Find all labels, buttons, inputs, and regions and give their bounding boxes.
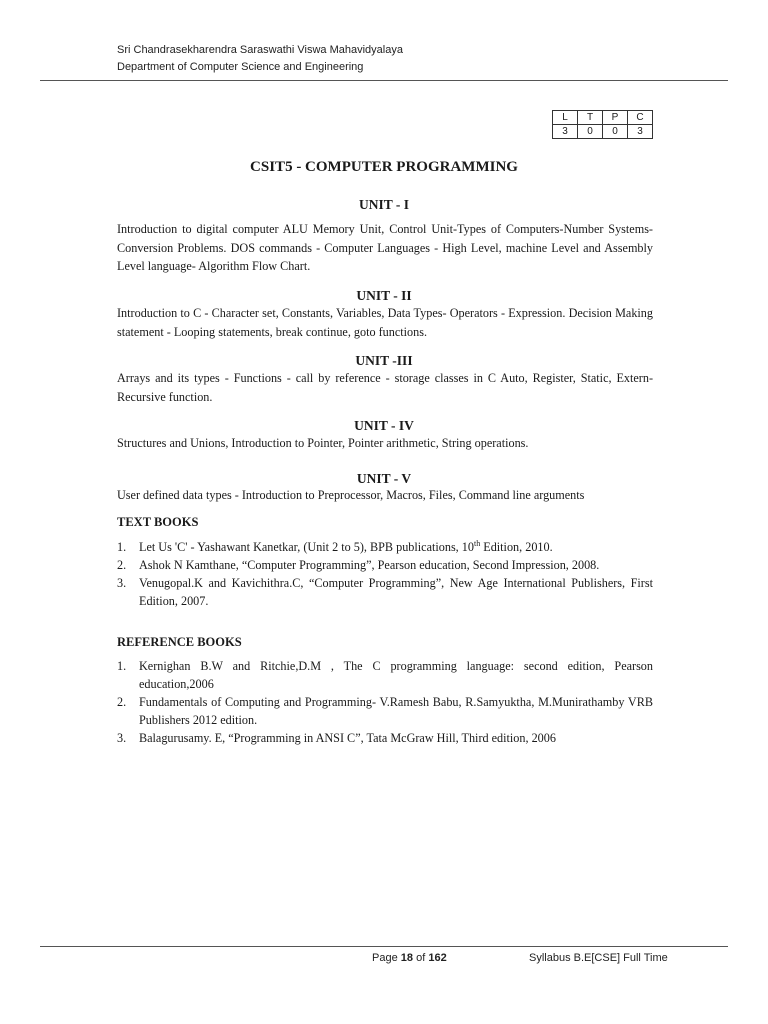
text-books-list [117, 538, 653, 610]
list-item-text: Fundamentals of Computing and Programming- V.Ramesh Babu, R.Samyuktha, M.Munirathamby VRB Publishers 2012 edition. [139, 695, 653, 727]
ltpc-value-l: 3 [553, 125, 578, 139]
unit-3-heading: UNIT -III [355, 353, 413, 368]
list-item-text: Balagurusamy. E, “Programming in ANSI C”, Tata McGraw Hill, Third edition, 2006 [139, 731, 556, 745]
reference-books-list [117, 657, 653, 747]
institution-name: Sri Chandrasekharendra Saraswathi Viswa Mahavidyalaya [117, 44, 403, 56]
list-item-number: 2. [117, 695, 127, 709]
ltpc-header-p: P [603, 111, 628, 125]
ltpc-value-row [553, 125, 653, 139]
ltpc-table [552, 110, 653, 139]
list-item [117, 574, 653, 610]
ltpc-header-row [553, 111, 653, 125]
list-item-number: 3. [117, 731, 127, 745]
reference-books-heading: REFERENCE BOOKS [117, 635, 242, 649]
ltpc-header-l: L [553, 111, 578, 125]
unit-2-heading: UNIT - II [356, 288, 412, 303]
page-number [372, 952, 447, 964]
footer-divider [40, 946, 728, 947]
syllabus-label: Syllabus B.E[CSE] Full Time [529, 952, 668, 964]
unit-1-heading: UNIT - I [358, 197, 409, 212]
list-item-number: 1. [117, 540, 127, 554]
course-title: CSIT5 - COMPUTER PROGRAMMING [250, 159, 518, 175]
list-item-text: Kernighan B.W and Ritchie,D.M , The C programming language: second edition, Pearson education,2006 [139, 659, 653, 691]
ltpc-value-t: 0 [578, 125, 603, 139]
ltpc-header-t: T [578, 111, 603, 125]
list-item-text: Venugopal.K and Kavichithra.C, “Computer Programming”, New Age International Publishers, First Edition, 2007. [139, 576, 653, 608]
current-page: 18 [400, 952, 414, 964]
list-item [117, 729, 653, 747]
page-header [117, 42, 403, 76]
unit-4-content: Structures and Unions, Introduction to Pointer, Pointer arithmetic, String operations. [117, 436, 529, 450]
ltpc-value-c: 3 [628, 125, 653, 139]
unit-4-heading: UNIT - IV [354, 418, 414, 433]
list-item-text: Let Us 'C' - Yashawant Kanetkar, (Unit 2 to 5), BPB publications, 10 [139, 540, 474, 554]
list-item [117, 693, 653, 729]
list-item [117, 657, 653, 693]
unit-3-content: Arrays and its types - Functions - call by reference - storage classes in C Auto, Register, Static, Extern- Recursive function. [117, 371, 653, 404]
of-label: of [416, 952, 426, 964]
list-item [117, 538, 653, 556]
unit-5-content: User defined data types - Introduction to Preprocessor, Macros, Files, Command line arguments [117, 488, 585, 502]
ltpc-header-c: C [628, 111, 653, 125]
unit-1-content: Introduction to digital computer ALU Memory Unit, Control Unit-Types of Computers-Number Systems-Conversion Problems. DOS commands - Computer Languages - High Level, machine Level and Assembly Level language- Algorithm Flow Chart. [117, 222, 653, 273]
page-label: Page [372, 952, 398, 964]
unit-2-content: Introduction to C - Character set, Constants, Variables, Data Types- Operators - Expression. Decision Making statement - Looping statements, break continue, goto functions. [117, 306, 653, 339]
list-item-number: 3. [117, 576, 127, 590]
unit-5-heading: UNIT - V [356, 471, 412, 486]
text-books-heading: TEXT BOOKS [117, 515, 199, 529]
ltpc-value-p: 0 [603, 125, 628, 139]
list-item-text-end: Edition, 2010. [480, 540, 553, 554]
department-name: Department of Computer Science and Engineering [117, 61, 364, 73]
list-item-number: 2. [117, 558, 127, 572]
ordinal-suffix: th [473, 538, 481, 548]
header-divider [40, 80, 728, 81]
list-item-text: Ashok N Kamthane, “Computer Programming”, Pearson education, Second Impression, 2008. [139, 558, 600, 572]
total-pages: 162 [428, 952, 447, 964]
list-item [117, 556, 653, 574]
list-item-number: 1. [117, 659, 127, 673]
